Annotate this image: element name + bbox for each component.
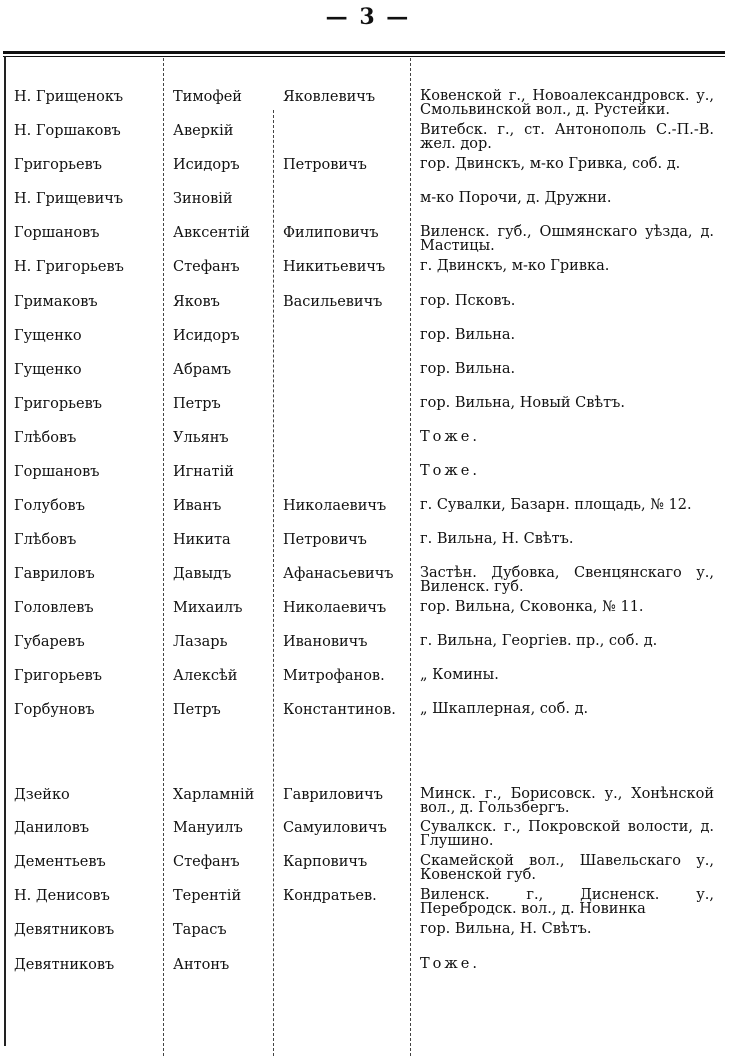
top-rule-thin [3, 56, 725, 57]
patronymic-cell: Никитьевичъ [283, 259, 386, 275]
address-cell: м-ко Порочи, д. Дружни. [420, 190, 612, 206]
address-cell: гор. Вильна. [420, 361, 516, 377]
table-row [0, 566, 736, 600]
table-row [0, 634, 736, 668]
table-row [0, 532, 736, 566]
first-name-cell: Антонъ [173, 957, 230, 973]
address-cell: Скамейской вол., Шавельскаго у., Ковенской губ. [420, 853, 714, 883]
table-row [0, 498, 736, 532]
table-row [0, 957, 736, 991]
first-name-cell: Лазарь [173, 634, 228, 650]
surname-cell: Даниловъ [14, 820, 90, 836]
first-name-cell: Авксентій [173, 225, 250, 241]
page-number: — 3 — [325, 4, 411, 30]
address-cell: г. Вильна, Георгіев. пр., соб. д. [420, 633, 658, 649]
address-cell: гор. Вильна, Н. Свѣтъ. [420, 921, 592, 937]
surname-cell: Н. Грищевичъ [14, 191, 124, 207]
table-row [0, 600, 736, 634]
surname-cell: Девятниковъ [14, 922, 115, 938]
surname-cell: Горбуновъ [14, 702, 95, 718]
surname-cell: Н. Горшаковъ [14, 123, 121, 139]
first-name-cell: Ульянъ [173, 430, 229, 446]
first-name-cell: Абрамъ [173, 362, 232, 378]
surname-cell: Дзейко [14, 787, 70, 803]
surname-cell: Головлевъ [14, 600, 94, 616]
table-row [0, 464, 736, 498]
surname-cell: Горшановъ [14, 464, 100, 480]
surname-cell: Григорьевъ [14, 157, 103, 173]
table-row [0, 328, 736, 362]
table-row [0, 362, 736, 396]
first-name-cell: Харламній [173, 787, 255, 803]
first-name-cell: Мануилъ [173, 820, 243, 836]
first-name-cell: Яковъ [173, 294, 220, 310]
first-name-cell: Алексѣй [173, 668, 238, 684]
surname-cell: Глѣбовъ [14, 532, 77, 548]
patronymic-cell: Константинов. [283, 702, 396, 718]
address-cell: г. Сувалки, Базарн. площадь, № 12. [420, 497, 692, 513]
patronymic-cell: Яковлевичъ [283, 89, 376, 105]
patronymic-cell: Карповичъ [283, 854, 368, 870]
patronymic-cell: Митрофанов. [283, 668, 385, 684]
table-row [0, 787, 736, 821]
surname-cell: Дементьевъ [14, 854, 106, 870]
table-row [0, 888, 736, 922]
table-row [0, 820, 736, 854]
address-cell: Тоже. [420, 463, 480, 479]
address-cell: гор. Псковъ. [420, 293, 516, 309]
first-name-cell: Стефанъ [173, 259, 240, 275]
surname-cell: Гущенко [14, 328, 82, 344]
address-cell: Минск. г., Борисовск. у., Хонѣнской вол., д. Гользбергъ. [420, 786, 714, 816]
patronymic-cell: Николаевичъ [283, 600, 387, 616]
patronymic-cell: Ивановичъ [283, 634, 368, 650]
surname-cell: Григорьевъ [14, 668, 103, 684]
table-row [0, 702, 736, 736]
table-row [0, 396, 736, 430]
first-name-cell: Аверкій [173, 123, 234, 139]
patronymic-cell: Петровичъ [283, 157, 367, 173]
surname-cell: Голубовъ [14, 498, 85, 514]
table-row [0, 854, 736, 888]
first-name-cell: Петръ [173, 396, 221, 412]
first-name-cell: Давыдъ [173, 566, 232, 582]
table-row [0, 191, 736, 225]
table-row [0, 225, 736, 259]
first-name-cell: Терентій [173, 888, 242, 904]
table-row [0, 922, 736, 956]
patronymic-cell: Васильевичъ [283, 294, 383, 310]
address-cell: Виленск. г., Дисненск. у., Перебродск. вол., д. Новинка [420, 887, 714, 917]
patronymic-cell: Николаевичъ [283, 498, 387, 514]
address-cell: Застѣн. Дубовка, Свенцянскаго у., Виленск. губ. [420, 565, 714, 595]
surname-cell: Н. Денисовъ [14, 888, 110, 904]
address-cell: г. Двинскъ, м-ко Гривка. [420, 258, 610, 274]
address-cell: гор. Вильна. [420, 327, 516, 343]
address-cell: гор. Вильна, Сковонка, № 11. [420, 599, 644, 615]
table-row [0, 89, 736, 123]
surname-cell: Горшановъ [14, 225, 100, 241]
first-name-cell: Петръ [173, 702, 221, 718]
first-name-cell: Игнатій [173, 464, 234, 480]
table-row [0, 294, 736, 328]
table-row [0, 430, 736, 464]
address-cell: Витебск. г., ст. Антонополь С.-П.-В. жел. дор. [420, 122, 714, 152]
address-cell: Тоже. [420, 956, 480, 972]
first-name-cell: Тарасъ [173, 922, 227, 938]
address-cell: „ Шкаплерная, соб. д. [420, 701, 589, 717]
first-name-cell: Иванъ [173, 498, 222, 514]
surname-cell: Девятниковъ [14, 957, 115, 973]
table-row [0, 157, 736, 191]
address-cell: Ковенской г., Новоалександровск. у., Смольвинской вол., д. Рустейки. [420, 88, 714, 118]
patronymic-cell: Филиповичъ [283, 225, 379, 241]
patronymic-cell: Гавриловичъ [283, 787, 383, 803]
address-cell: Тоже. [420, 429, 480, 445]
address-cell: г. Вильна, Н. Свѣтъ. [420, 531, 574, 547]
surname-cell: Н. Грищенокъ [14, 89, 124, 105]
address-cell: гор. Вильна, Новый Свѣтъ. [420, 395, 625, 411]
surname-cell: Губаревъ [14, 634, 85, 650]
first-name-cell: Исидоръ [173, 328, 240, 344]
surname-cell: Гущенко [14, 362, 82, 378]
table-row [0, 668, 736, 702]
table-row [0, 259, 736, 293]
first-name-cell: Тимофей [173, 89, 242, 105]
patronymic-cell: Самуиловичъ [283, 820, 387, 836]
first-name-cell: Стефанъ [173, 854, 240, 870]
patronymic-cell: Афанасьевичъ [283, 566, 394, 582]
address-cell: „ Комины. [420, 667, 499, 683]
first-name-cell: Михаилъ [173, 600, 243, 616]
top-rule [3, 51, 725, 54]
address-cell: Сувалкск. г., Покровской волости, д. Глушино. [420, 819, 714, 849]
surname-cell: Н. Григорьевъ [14, 259, 124, 275]
patronymic-cell: Кондратьев. [283, 888, 377, 904]
address-cell: Виленск. губ., Ошмянскаго уѣзда, д. Мастицы. [420, 224, 714, 254]
surname-cell: Григорьевъ [14, 396, 103, 412]
table-row [0, 123, 736, 157]
first-name-cell: Никита [173, 532, 231, 548]
address-cell: гор. Двинскъ, м-ко Гривка, соб. д. [420, 156, 681, 172]
first-name-cell: Зиновій [173, 191, 233, 207]
surname-cell: Гавриловъ [14, 566, 95, 582]
surname-cell: Глѣбовъ [14, 430, 77, 446]
patronymic-cell: Петровичъ [283, 532, 367, 548]
first-name-cell: Исидоръ [173, 157, 240, 173]
surname-cell: Гримаковъ [14, 294, 98, 310]
